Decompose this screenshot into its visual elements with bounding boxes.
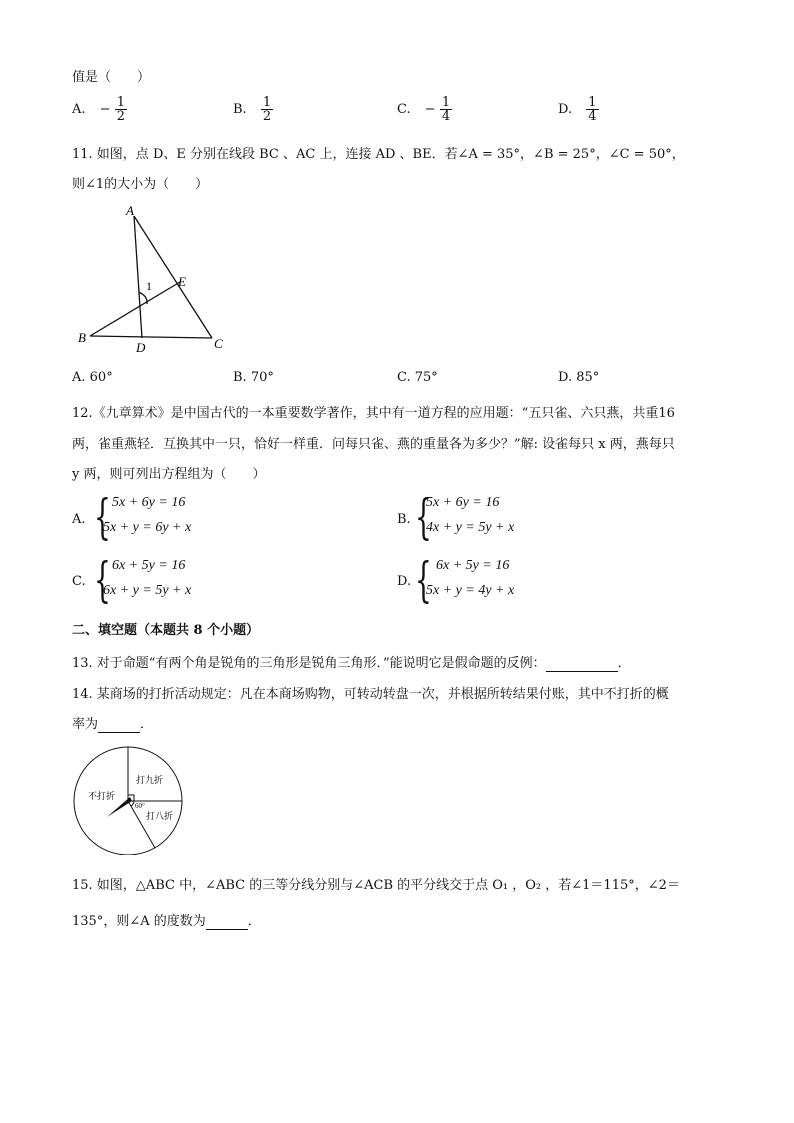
q12-option-d-label[interactable]: D. bbox=[397, 574, 412, 589]
q12-option-c-eq2: 6x + y = 5y + x bbox=[103, 583, 192, 598]
q10-tail: 值是（ ） bbox=[72, 70, 151, 85]
q12-option-d-eq1: 6x + 5y = 16 bbox=[436, 558, 510, 573]
q11-line2: 则∠1的大小为（ ） bbox=[72, 177, 209, 192]
q12-option-a-eq2: 5x + y = 6y + x bbox=[103, 520, 192, 535]
q15-line1: 15. 如图，△ABC 中，∠ABC 的三等分线分别与∠ACB 的平分线交于点 O₁ ，O₂ ，若∠1＝115°，∠2＝ bbox=[72, 878, 680, 893]
brace-icon: { bbox=[415, 552, 432, 608]
option-fraction: $\frac{1}{4}$ bbox=[441, 95, 451, 124]
answer-blank[interactable] bbox=[546, 656, 618, 672]
q15-end: ． bbox=[247, 914, 261, 929]
side-bc bbox=[90, 336, 212, 338]
q13-line bbox=[72, 652, 631, 672]
discount-wheel bbox=[72, 745, 187, 855]
label-angle-60: 60° bbox=[135, 802, 145, 810]
q12-option-b-eq2: 4x + y = 5y + x bbox=[426, 520, 515, 535]
q12-option-c-label[interactable]: C. bbox=[72, 574, 86, 589]
option-label: D. bbox=[558, 102, 573, 117]
label-angle-1: 1 bbox=[146, 279, 152, 293]
brace-icon: { bbox=[94, 552, 111, 608]
q10-option-b[interactable] bbox=[233, 96, 273, 123]
q12-option-a-label[interactable]: A. bbox=[72, 512, 86, 527]
label-a: A bbox=[126, 203, 134, 218]
label-c: C bbox=[214, 336, 223, 351]
option-label: B. bbox=[233, 102, 247, 117]
q12-line3: y 两，则可列出方程组为（ ） bbox=[72, 467, 266, 482]
option-sign: − bbox=[99, 102, 111, 117]
q13-text: 13. 对于命题“有两个角是锐角的三角形是锐角三角形．”能说明它是假命题的反例： bbox=[72, 656, 546, 671]
q10-option-d[interactable] bbox=[558, 96, 599, 123]
q11-option-b[interactable]: B. 70° bbox=[233, 370, 274, 385]
q11-option-a[interactable]: A. 60° bbox=[72, 370, 113, 385]
segment-ad bbox=[134, 216, 142, 338]
q11-option-c[interactable]: C. 75° bbox=[397, 370, 438, 385]
label-e: E bbox=[178, 274, 186, 289]
q15-text: 135°，则∠A 的度数为 bbox=[72, 914, 206, 929]
q14-line2 bbox=[72, 713, 153, 733]
q10-option-a[interactable] bbox=[72, 96, 127, 123]
q10-option-c[interactable] bbox=[397, 96, 452, 123]
label-d: D bbox=[136, 340, 146, 355]
triangle-figure bbox=[70, 200, 230, 355]
q15-line2 bbox=[72, 910, 261, 930]
brace-icon: { bbox=[415, 489, 432, 545]
option-label: C. bbox=[397, 102, 411, 117]
section-title: 二、填空题（本题共 8 个小题） bbox=[72, 623, 260, 638]
q12-line1: 12.《九章算术》是中国古代的一本重要数学著作，其中有一道方程的应用题：“五只雀、六只燕，共重16 bbox=[72, 406, 675, 421]
angle-60-arc bbox=[131, 801, 134, 806]
label-eighty-percent: 打八折 bbox=[146, 811, 174, 821]
brace-icon: { bbox=[94, 489, 111, 545]
q11-option-d[interactable]: D. 85° bbox=[558, 370, 600, 385]
option-sign: − bbox=[424, 102, 436, 117]
q12-option-d-eq2: 5x + y = 4y + x bbox=[426, 583, 515, 598]
segment-be bbox=[90, 282, 180, 336]
q14-line1: 14. 某商场的打折活动规定：凡在本商场购物，可转动转盘一次，并根据所转结果付账，其中不打折的概 bbox=[72, 687, 669, 702]
answer-blank[interactable] bbox=[98, 717, 140, 733]
q12-line2: 两，雀重燕轻．互换其中一只，恰好一样重．问每只雀、燕的重量各为多少？”解: 设雀每只 x 两，燕每只 bbox=[72, 437, 675, 452]
q12-option-b-eq1: 5x + 6y = 16 bbox=[426, 495, 500, 510]
label-ninety-percent: 打九折 bbox=[136, 775, 164, 785]
q13-end: ． bbox=[617, 656, 631, 671]
side-ac bbox=[134, 216, 212, 338]
q12-option-a-eq1: 5x + 6y = 16 bbox=[112, 495, 186, 510]
q11-line1: 11. 如图，点 D、E 分别在线段 BC 、AC 上，连接 AD 、BE．若∠A = 35°，∠B = 25°，∠C = 50°， bbox=[72, 147, 685, 162]
option-fraction: $\frac{1}{2}$ bbox=[262, 95, 272, 124]
option-fraction: $\frac{1}{2}$ bbox=[116, 95, 125, 124]
q12-option-b-label[interactable]: B. bbox=[397, 512, 411, 527]
label-no-discount: 不打折 bbox=[88, 791, 116, 801]
label-b: B bbox=[78, 330, 86, 345]
answer-blank[interactable] bbox=[206, 914, 248, 930]
q12-option-c-eq1: 6x + 5y = 16 bbox=[112, 558, 186, 573]
option-label: A. bbox=[72, 102, 86, 117]
q14-end: ． bbox=[140, 717, 154, 732]
q14-text: 率为 bbox=[72, 717, 99, 732]
option-fraction: $\frac{1}{4}$ bbox=[588, 95, 597, 124]
